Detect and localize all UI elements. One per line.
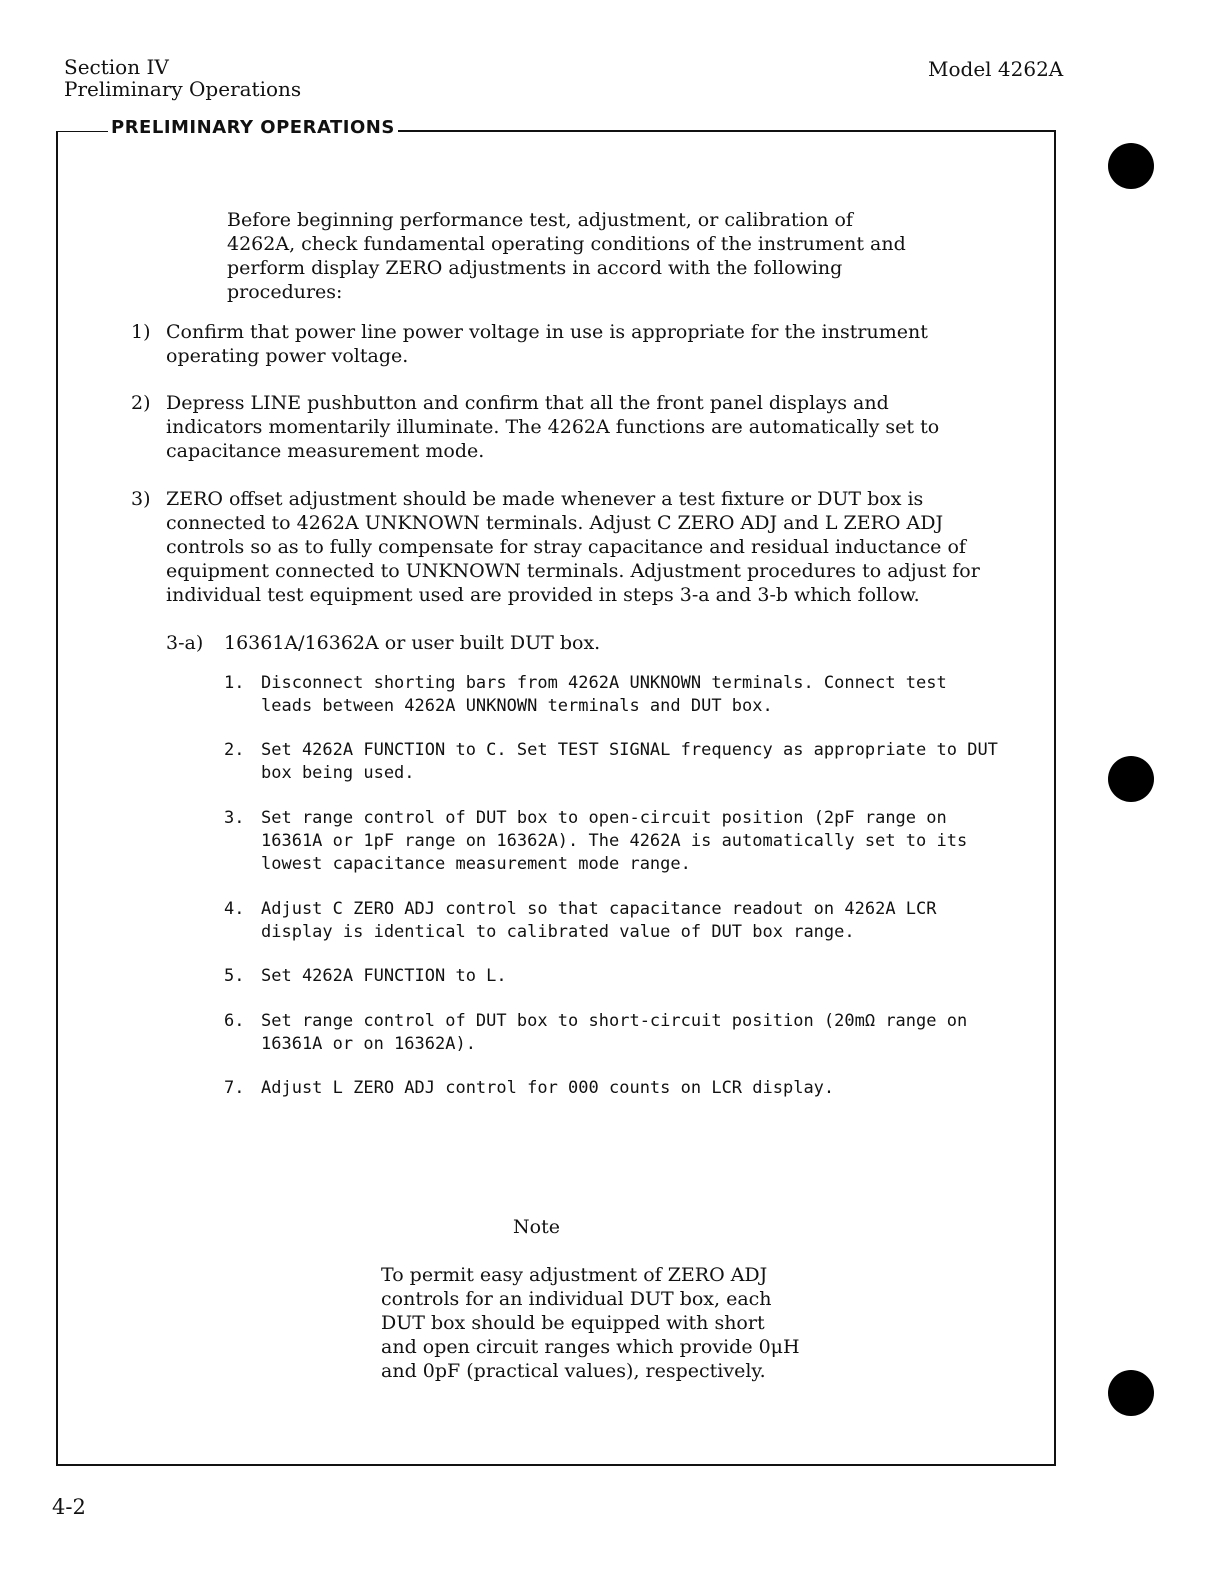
binder-hole <box>1108 756 1154 802</box>
step-number: 4. <box>224 899 245 919</box>
step-text: Adjust L ZERO ADJ control for 000 counts on LCR display. <box>261 1078 835 1098</box>
item-text: Depress LINE pushbutton and confirm that all the front panel displays and indicators momentarily illuminate. The 4262A functions are automatically set to capacitance measurement mode. <box>166 392 940 462</box>
sub-item-number: 3-a) <box>166 632 204 654</box>
step-text: Adjust C ZERO ADJ control so that capacitance readout on 4262A LCR display is identical to calibrated value of DUT box range. <box>261 899 937 942</box>
step-text: Set range control of DUT box to short-circuit position (20mΩ range on 16361A or on 16362A). <box>261 1011 968 1054</box>
step-text: Set range control of DUT box to open-circuit position (2pF range on 16361A or 1pF range on 16362A). The 4262A is automatically set to its lowest capacitance measurement mode range. <box>261 808 968 874</box>
step-number: 2. <box>224 740 245 760</box>
step-text: Set 4262A FUNCTION to C. Set TEST SIGNAL frequency as appropriate to DUT box being used. <box>261 740 998 783</box>
step-number: 3. <box>224 808 245 828</box>
item-number: 3) <box>131 488 151 510</box>
step-text: Disconnect shorting bars from 4262A UNKNOWN terminals. Connect test leads between 4262A UNKNOWN terminals and DUT box. <box>261 673 947 716</box>
box-title: PRELIMINARY OPERATIONS <box>108 117 398 138</box>
binder-hole <box>1108 143 1154 189</box>
step-number: 6. <box>224 1011 245 1031</box>
box-notch <box>56 129 108 131</box>
sub-item-text: 16361A/16362A or user built DUT box. <box>224 632 601 654</box>
item-text: ZERO offset adjustment should be made whenever a test fixture or DUT box is connected to 4262A UNKNOWN terminals. Adjust C ZERO ADJ and L ZERO ADJ controls so as to fully compensate for stray capacitance and residual inductance of equipment connected to UNKNOWN terminals. Adjustment procedures to adjust for individual test equipment used are provided in steps 3-a and 3-b which follow. <box>166 488 980 606</box>
step-text: Set 4262A FUNCTION to L. <box>261 966 507 986</box>
item-text: Confirm that power line power voltage in use is appropriate for the instrument operating power voltage. <box>166 321 928 367</box>
step-number: 5. <box>224 966 245 986</box>
item-number: 1) <box>131 321 151 343</box>
step-number: 1. <box>224 673 245 693</box>
intro-paragraph: Before beginning performance test, adjustment, or calibration of 4262A, check fundamental operating conditions of the instrument and perform display ZERO adjustments in accord with the following procedures: <box>227 209 906 303</box>
model-label: Model 4262A <box>928 57 1064 81</box>
section-label: Section IV <box>64 55 169 79</box>
note-text: To permit easy adjustment of ZERO ADJ controls for an individual DUT box, each DUT box should be equipped with short and open circuit ranges which provide 0μH and 0pF (practical values), respectively. <box>381 1264 800 1382</box>
step-number: 7. <box>224 1078 245 1098</box>
binder-hole <box>1108 1370 1154 1416</box>
subsection-label: Preliminary Operations <box>64 77 302 101</box>
page-number: 4-2 <box>52 1495 86 1519</box>
item-number: 2) <box>131 392 151 414</box>
note-title: Note <box>513 1216 560 1238</box>
